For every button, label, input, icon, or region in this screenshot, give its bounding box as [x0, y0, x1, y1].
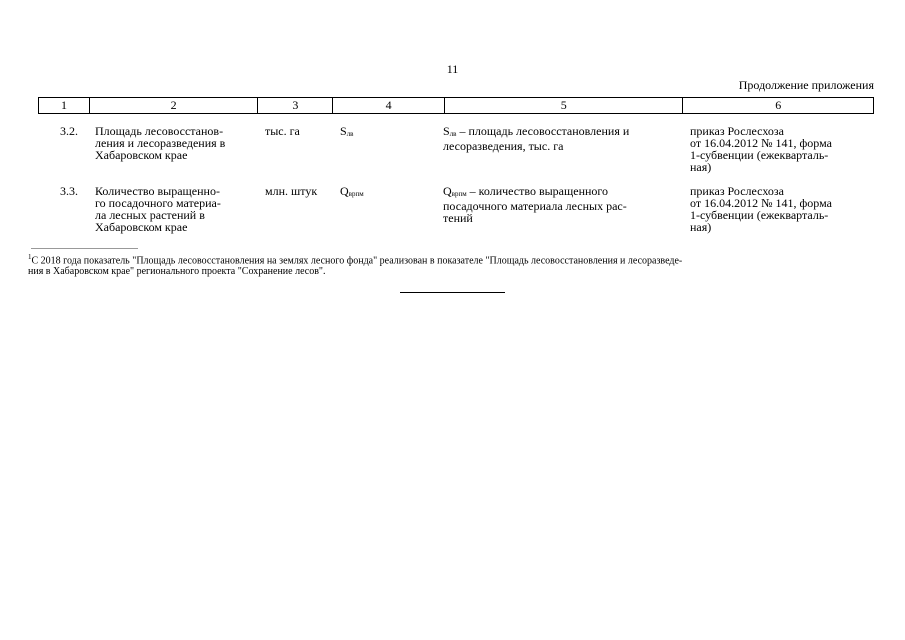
unit: тыс. га [265, 124, 300, 138]
source-line: 1-субвенции (ежекварталь- [690, 148, 829, 162]
row-number: 3.2. [60, 124, 78, 138]
header-col-6: 6 [775, 98, 782, 112]
source-line: от 16.04.2012 № 141, форма [690, 196, 832, 210]
unit: млн. штук [265, 184, 318, 198]
source-line: приказ Рослесхоза [690, 184, 784, 198]
definition-symbol: Q [443, 184, 452, 198]
definition [443, 185, 681, 224]
name-line: го посадочного материа- [95, 196, 221, 210]
footnote-divider [31, 248, 138, 249]
definition-line: – количество выращенного [466, 184, 609, 198]
header-col-3: 3 [258, 98, 333, 113]
footnote-line: ния в Хабаровском крае" регионального проекта "Сохранение лесов". [28, 266, 326, 278]
name-line: Количество выращенно- [95, 184, 220, 198]
page-number: 11 [446, 62, 459, 76]
footnote-line: С 2018 года показатель "Площадь лесовосстановления на землях лесного фонда" реализован в показателе "Площадь лесовосстановления и лесоразведе- [31, 255, 683, 267]
source-line: приказ Рослесхоза [690, 124, 784, 138]
name-line: ления и лесоразведения в [95, 136, 226, 150]
source [690, 125, 874, 173]
header-col-1: 1 [39, 98, 90, 113]
definition-line: тений [443, 211, 473, 225]
source-line: 1-субвенции (ежекварталь- [690, 208, 829, 222]
source-line: от 16.04.2012 № 141, форма [690, 136, 832, 150]
source-line: ная) [690, 220, 712, 234]
footnote-marker: 1 [28, 253, 32, 261]
definition-line: – площадь лесовосстановления и [456, 124, 630, 138]
continuation-label: Продолжение приложения [738, 78, 874, 92]
source [690, 185, 874, 233]
row-number: 3.3. [60, 184, 78, 198]
definition [443, 125, 681, 152]
name-line: Хабаровском крае [95, 220, 188, 234]
symbol [340, 185, 440, 200]
footnote [28, 252, 878, 277]
indicator-name [95, 185, 255, 233]
source-line: ная) [690, 160, 712, 174]
header-col-4: 4 [333, 98, 445, 113]
symbol-subscript: врпм [348, 190, 364, 198]
name-line: Хабаровском крае [95, 148, 188, 162]
end-divider [400, 292, 505, 293]
indicator-name [95, 125, 255, 161]
symbol-letter: S [340, 124, 347, 138]
symbol-letter: Q [340, 184, 349, 198]
header-col-2: 2 [90, 98, 259, 113]
definition-symbol-subscript: врпм [451, 190, 467, 198]
header-col-5: 5 [445, 98, 683, 113]
name-line: ла лесных растений в [95, 208, 205, 222]
definition-line: лесоразведения, тыс. га [443, 139, 564, 153]
definition-symbol-subscript: лв [449, 130, 457, 138]
symbol-subscript: лв [346, 130, 354, 138]
table-header-row [38, 97, 874, 114]
name-line: Площадь лесовосстанов- [95, 124, 224, 138]
definition-symbol: S [443, 124, 450, 138]
symbol [340, 125, 440, 140]
definition-line: посадочного материала лесных рас- [443, 199, 627, 213]
